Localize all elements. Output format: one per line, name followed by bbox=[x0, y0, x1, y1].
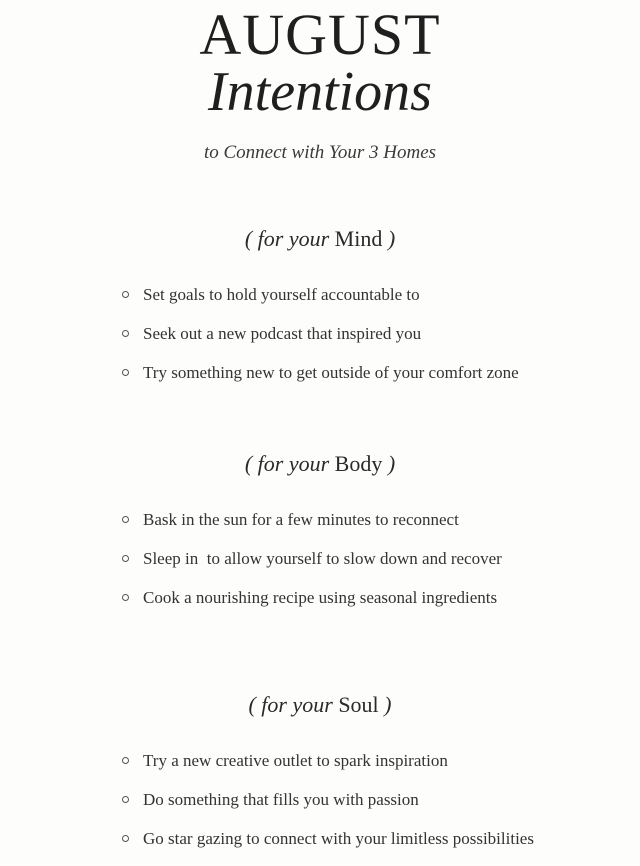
list-item bbox=[122, 508, 502, 547]
circle-bullet-icon bbox=[122, 555, 129, 562]
circle-bullet-icon bbox=[122, 330, 129, 337]
list-item bbox=[122, 322, 519, 361]
list-item-text: Try something new to get outside of your comfort zone bbox=[143, 363, 519, 382]
list-item bbox=[122, 283, 519, 322]
list-item bbox=[122, 361, 519, 400]
list-soul bbox=[122, 749, 534, 866]
list-item-text: Sleep in to allow yourself to slow down and recover bbox=[143, 549, 502, 568]
list-item-text: Go star gazing to connect with your limitless possibilities bbox=[143, 829, 534, 848]
circle-bullet-icon bbox=[122, 369, 129, 376]
circle-bullet-icon bbox=[122, 594, 129, 601]
circle-bullet-icon bbox=[122, 835, 129, 842]
section-heading-name: Mind bbox=[334, 226, 383, 251]
list-item-text: Seek out a new podcast that inspired you bbox=[143, 324, 422, 343]
subtitle: to Connect with Your 3 Homes bbox=[203, 142, 437, 163]
circle-bullet-icon bbox=[122, 291, 129, 298]
title-main: Intentions bbox=[208, 61, 432, 123]
circle-bullet-icon bbox=[122, 516, 129, 523]
section-heading-prefix: ( for your bbox=[248, 692, 333, 717]
section-heading-name: Soul bbox=[338, 692, 379, 717]
list-body bbox=[122, 508, 502, 625]
list-item-text: Set goals to hold yourself accountable to bbox=[143, 285, 420, 304]
list-item-text: Bask in the sun for a few minutes to reconnect bbox=[143, 510, 459, 529]
list-item bbox=[122, 788, 534, 827]
list-item-text: Try a new creative outlet to spark inspiration bbox=[143, 751, 448, 770]
list-item bbox=[122, 749, 534, 788]
section-heading-body bbox=[0, 451, 640, 477]
section-heading-suffix: ) bbox=[387, 451, 396, 476]
section-heading-suffix: ) bbox=[384, 692, 392, 717]
list-mind bbox=[122, 283, 519, 400]
section-heading-prefix: ( for your bbox=[244, 451, 330, 476]
section-heading-soul bbox=[0, 692, 640, 718]
section-heading-mind bbox=[0, 226, 640, 252]
circle-bullet-icon bbox=[122, 796, 129, 803]
list-item bbox=[122, 547, 502, 586]
circle-bullet-icon bbox=[122, 757, 129, 764]
list-item bbox=[122, 586, 502, 625]
section-heading-suffix: ) bbox=[387, 226, 396, 251]
section-heading-name: Body bbox=[334, 451, 383, 476]
list-item-text: Do something that fills you with passion bbox=[143, 790, 419, 809]
list-item bbox=[122, 827, 534, 866]
title-month: AUGUST bbox=[199, 2, 441, 67]
list-item-text: Cook a nourishing recipe using seasonal ingredients bbox=[143, 588, 498, 607]
section-heading-prefix: ( for your bbox=[244, 226, 330, 251]
